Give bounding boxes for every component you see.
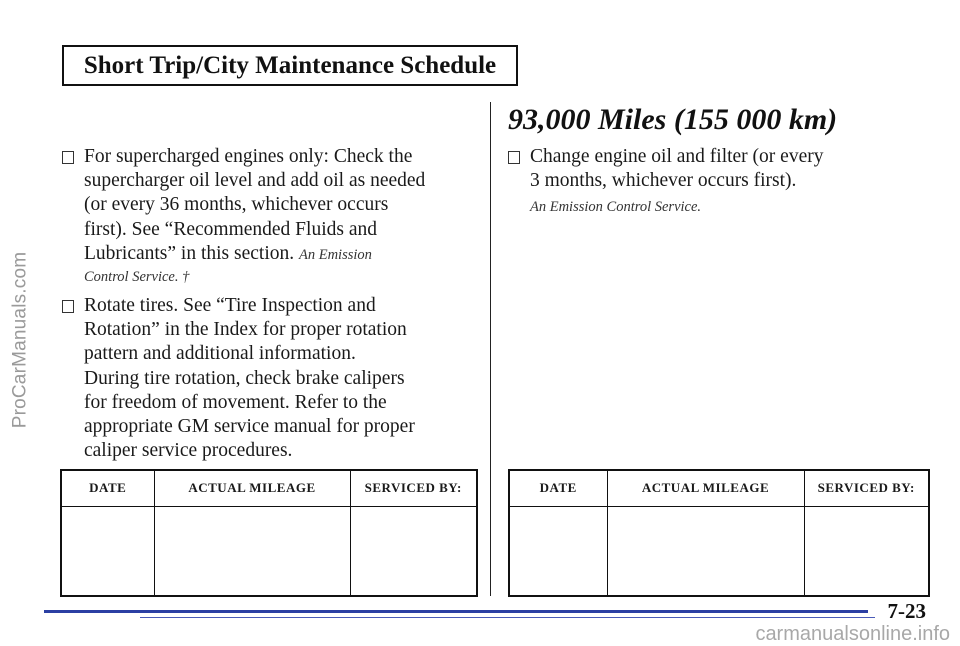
serviced-by-entry-cell[interactable] xyxy=(350,506,477,596)
header-title: Short Trip/City Maintenance Schedule xyxy=(83,51,497,79)
mileage-entry-cell[interactable] xyxy=(607,506,804,596)
item-line: Change engine oil and filter (or every xyxy=(530,146,824,167)
page-number: 7-23 xyxy=(887,599,926,623)
item-line: During tire rotation, check brake calipers xyxy=(84,367,405,389)
column-header-serviced-by: SERVICED BY: xyxy=(804,470,929,506)
column-header-date: DATE xyxy=(509,470,607,506)
column-header-date: DATE xyxy=(61,470,154,506)
item-line: Rotate tires. See “Tire Inspection and xyxy=(84,295,376,316)
item-line: For supercharged engines only: Check the xyxy=(84,146,413,167)
mileage-section-title: 93,000 Miles (155 000 km) xyxy=(508,103,838,136)
dagger-mark: † xyxy=(182,269,190,286)
checkbox-icon xyxy=(62,300,74,313)
checklist-item-rotate-tires xyxy=(62,294,482,463)
emission-note: An Emission xyxy=(299,246,372,263)
side-watermark xyxy=(6,40,34,640)
footer-rule-thick xyxy=(44,610,868,613)
item-line: 3 months, whichever occurs first). xyxy=(530,170,797,192)
column-divider xyxy=(490,102,491,596)
footer-rule-thin xyxy=(140,617,875,618)
item-line: appropriate GM service manual for proper xyxy=(84,416,415,438)
emission-note-cont: Control Service. xyxy=(84,269,179,286)
page-header xyxy=(62,45,518,86)
date-entry-cell[interactable] xyxy=(61,506,154,596)
item-line: supercharger oil level and add oil as needed xyxy=(84,170,426,192)
mileage-entry-cell[interactable] xyxy=(154,506,350,596)
checklist-item-supercharger xyxy=(62,145,482,287)
item-line: Rotation” in the Index for proper rotation xyxy=(84,319,407,341)
serviced-by-entry-cell[interactable] xyxy=(804,506,929,596)
item-line: (or every 36 months, whichever occurs xyxy=(84,194,389,216)
checkbox-icon xyxy=(62,151,74,164)
column-header-mileage: ACTUAL MILEAGE xyxy=(154,470,350,506)
date-entry-cell[interactable] xyxy=(509,506,607,596)
item-line: first). See “Recommended Fluids and xyxy=(84,218,377,240)
checklist-item-engine-oil xyxy=(508,145,928,217)
column-header-mileage: ACTUAL MILEAGE xyxy=(607,470,804,506)
item-line: caliper service procedures. xyxy=(84,440,293,462)
service-log-table-right xyxy=(508,469,930,597)
column-header-serviced-by: SERVICED BY: xyxy=(350,470,477,506)
item-line: for freedom of movement. Refer to the xyxy=(84,391,387,413)
footer-watermark: carmanualsonline.info xyxy=(755,623,950,645)
item-line: pattern and additional information. xyxy=(84,343,356,365)
item-line: Lubricants” in this section. xyxy=(84,242,295,264)
checkbox-icon xyxy=(508,151,520,164)
service-log-table-left xyxy=(60,469,478,597)
side-watermark-text: ProCarManuals.com xyxy=(9,251,31,429)
emission-note: An Emission Control Service. xyxy=(530,199,702,216)
